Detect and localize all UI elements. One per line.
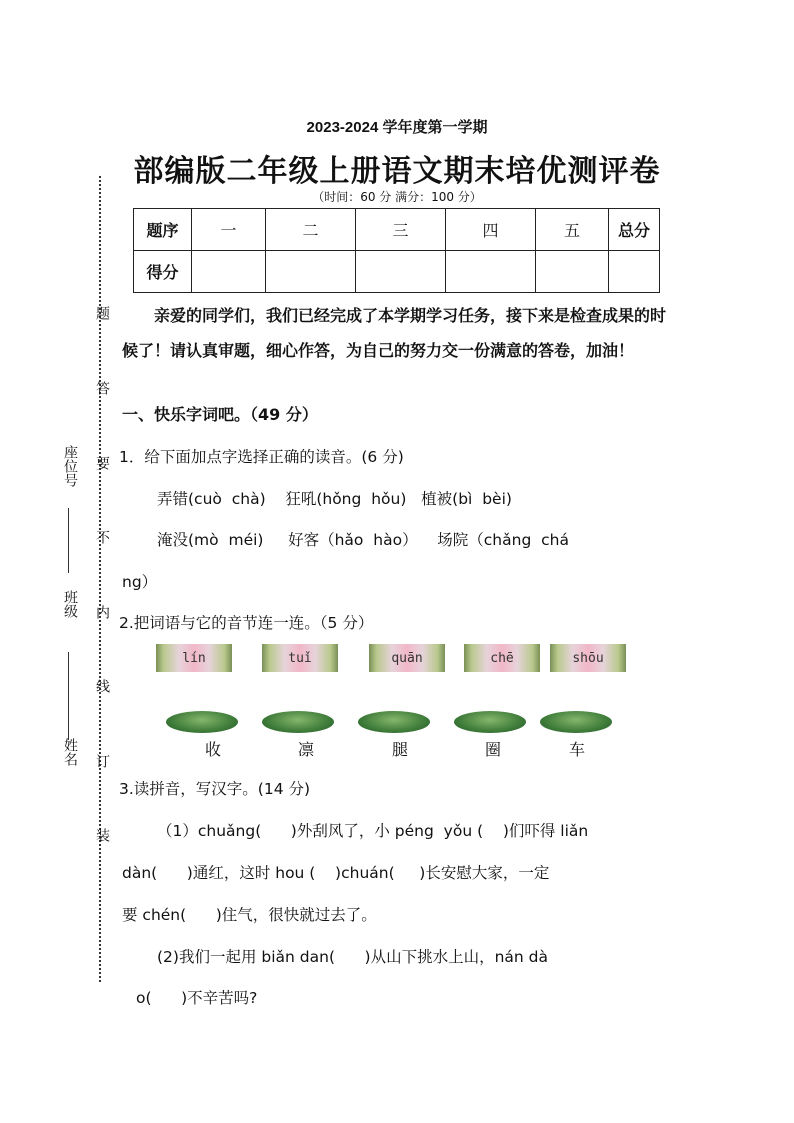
lotus-flower-card: tuǐ xyxy=(262,644,338,672)
table-cell: 二 xyxy=(266,209,356,251)
question-line: dàn( )通红，这时 hou ( )chuán( )长安慰大家，一定 xyxy=(122,864,550,882)
binding-char: 不 xyxy=(94,530,110,544)
question-title: 2.把词语与它的音节连一连。（5 分） xyxy=(119,614,374,632)
question-line: (2)我们一起用 biǎn dan( )从山下挑水上山，nán dà xyxy=(157,948,549,966)
lotus-leaf-icon xyxy=(454,711,526,733)
table-cell: 五 xyxy=(536,209,609,251)
score-cell[interactable] xyxy=(536,251,609,293)
table-cell: 题序 xyxy=(134,209,192,251)
lotus-flower-card: quān xyxy=(369,644,445,672)
class-label: 班级 xyxy=(62,590,78,618)
lotus-leaf-icon xyxy=(540,711,612,733)
score-table-header-row xyxy=(134,209,660,251)
question-line: 淹没(mò méi) 好客（hǎo hào） 场院（chǎng chá xyxy=(157,531,569,549)
lotus-flower-card: lín xyxy=(156,644,232,672)
class-blank xyxy=(68,652,69,740)
binding-char: 装 xyxy=(94,828,110,842)
seat-number-blank xyxy=(68,508,69,573)
score-table xyxy=(133,208,660,293)
lotus-flower-card: chē xyxy=(464,644,540,672)
intro-paragraph: 亲爱的同学们，我们已经完成了本学期学习任务，接下来是检查成果的时候了！请认真审题，细心作答，为自己的努力交一份满意的答卷，加油！ xyxy=(122,306,667,360)
question-line: ng） xyxy=(122,573,158,591)
table-cell: 四 xyxy=(446,209,536,251)
table-cell: 一 xyxy=(192,209,266,251)
exam-info: （时间：60 分 满分：100 分） xyxy=(312,190,482,204)
binding-char: 答 xyxy=(94,381,110,395)
match-character: 车 xyxy=(568,740,585,759)
score-table-score-row xyxy=(134,251,660,293)
seat-number-label: 座位号 xyxy=(62,445,78,487)
name-label: 姓名 xyxy=(62,738,78,766)
question-line: 要 chén( )住气，很快就过去了。 xyxy=(122,906,377,924)
lotus-leaf-icon xyxy=(262,711,334,733)
question-title: 1．给下面加点字选择正确的读音。(6 分) xyxy=(119,448,404,466)
lotus-leaf-icon xyxy=(358,711,430,733)
lotus-flower-card: shōu xyxy=(550,644,626,672)
section-heading: 一、快乐字词吧。（49 分） xyxy=(122,405,318,424)
table-cell: 三 xyxy=(356,209,446,251)
question-title: 3.读拼音，写汉字。(14 分) xyxy=(119,780,311,798)
question-line: （1）chuǎng( )外刮风了，小 péng yǒu ( )们吓得 liǎn xyxy=(157,822,589,840)
table-cell: 得分 xyxy=(134,251,192,293)
exam-title: 部编版二年级上册语文期末培优测评卷 xyxy=(133,154,661,189)
binding-char: 订 xyxy=(94,754,110,768)
binding-char: 要 xyxy=(94,456,110,470)
lotus-leaf-icon xyxy=(166,711,238,733)
table-cell: 总分 xyxy=(609,209,660,251)
score-cell[interactable] xyxy=(609,251,660,293)
question-line: o( )不辛苦吗? xyxy=(136,989,258,1007)
match-character: 凛 xyxy=(297,740,314,759)
match-character: 收 xyxy=(204,740,221,759)
score-cell[interactable] xyxy=(446,251,536,293)
match-character: 腿 xyxy=(391,740,408,759)
score-cell[interactable] xyxy=(356,251,446,293)
question-line: 弄错(cuò chà) 狂吼(hǒng hǒu) 植被(bì bèi) xyxy=(157,490,512,508)
score-cell[interactable] xyxy=(266,251,356,293)
binding-char: 线 xyxy=(94,679,110,693)
binding-dotted-line xyxy=(99,176,101,982)
binding-char: 内 xyxy=(94,605,110,619)
binding-char: 题 xyxy=(94,306,110,320)
exam-subtitle: 2023-2024 学年度第一学期 xyxy=(306,119,488,136)
score-cell[interactable] xyxy=(192,251,266,293)
match-character: 圈 xyxy=(484,740,501,759)
